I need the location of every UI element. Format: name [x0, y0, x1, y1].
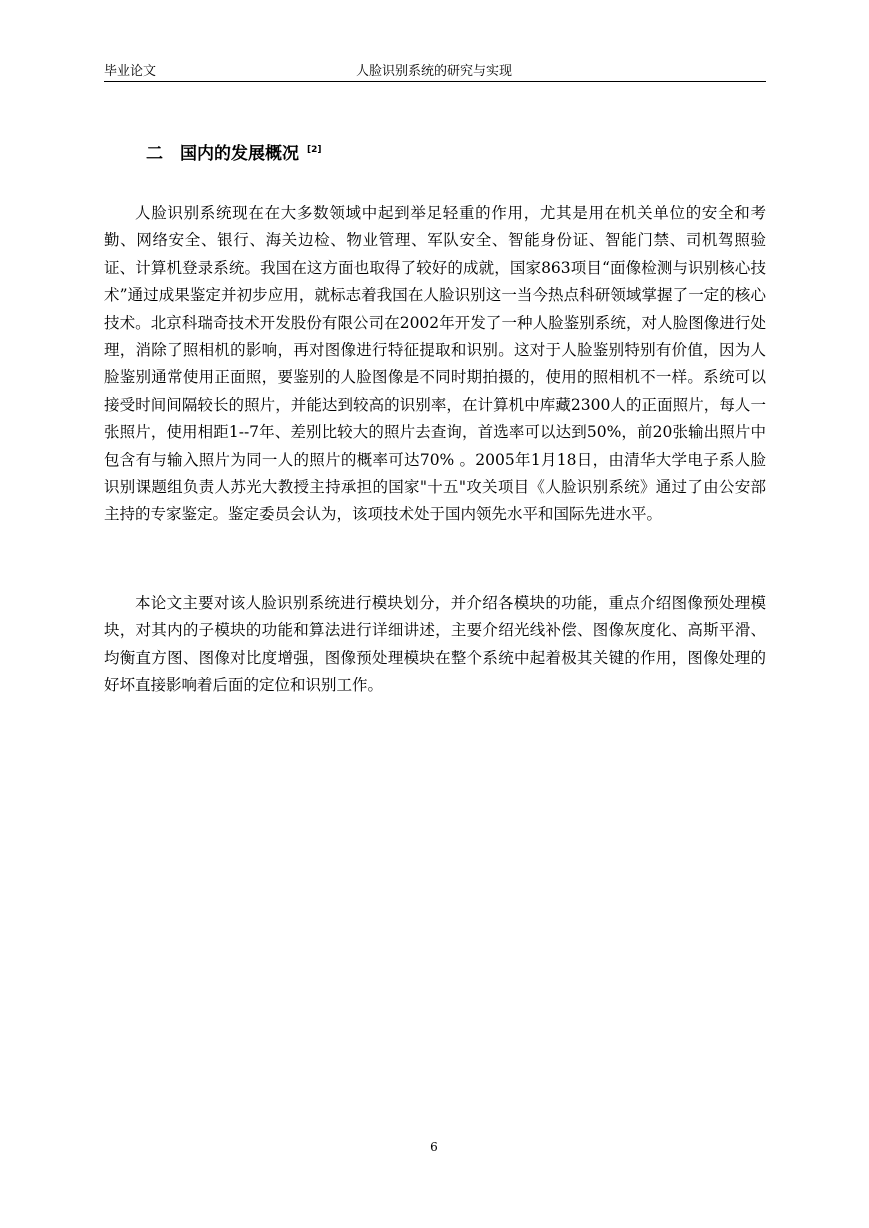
section-number: 二 [146, 144, 163, 164]
citation-marker: [2] [307, 145, 322, 155]
section-heading [146, 143, 322, 165]
header-divider [104, 81, 766, 82]
page-number: 6 [430, 1140, 438, 1154]
body-paragraph-1: 人脸识别系统现在在大多数领域中起到举足轻重的作用，尤其是用在机关单位的安全和考勤、网络安全、银行、海关边检、物业管理、军队安全、智能身份证、智能门禁、司机驾照验证、计算机登录系统。我国在这方面也取得了较好的成就，国家863项目“面像检测与识别核心技术”通过成果鉴定并初步应用，就标志着我国在人脸识别这一当今热点科研领域掌握了一定的核心技术。北京科瑞奇技术开发股份有限公司在2002年开发了一种人脸鉴别系统，对人脸图像进行处理，消除了照相机的影响，再对图像进行特征提取和识别。这对于人脸鉴别特别有价值，因为人脸鉴别通常使用正面照，要鉴别的人脸图像是不同时期拍摄的，使用的照相机不一样。系统可以接受时间间隔较长的照片，并能达到较高的识别率，在计算机中库藏2300人的正面照片，每人一张照片，使用相距1--7年、差别比较大的照片去查询，首选率可以达到50%，前20张输出照片中包含有与输入照片为同一人的照片的概率可达70% 。2005年1月18日，由清华大学电子系人脸识别课题组负责人苏光大教授主持承担的国家"十五"攻关项目《人脸识别系统》通过了由公安部主持的专家鉴定。鉴定委员会认为，该项技术处于国内领先水平和国际先进水平。 [104, 204, 766, 524]
running-header-title: 人脸识别系统的研究与实现 [355, 64, 512, 79]
body-paragraph-2: 本论文主要对该人脸识别系统进行模块划分，并介绍各模块的功能，重点介绍图像预处理模块，对其内的子模块的功能和算法进行详细讲述，主要介绍光线补偿、图像灰度化、高斯平滑、均衡直方图、图像对比度增强，图像预处理模块在整个系统中起着极其关键的作用，图像处理的好坏直接影响着后面的定位和识别工作。 [104, 594, 766, 695]
running-header-left: 毕业论文 [104, 64, 157, 79]
section-title: 国内的发展概况 [180, 144, 299, 164]
